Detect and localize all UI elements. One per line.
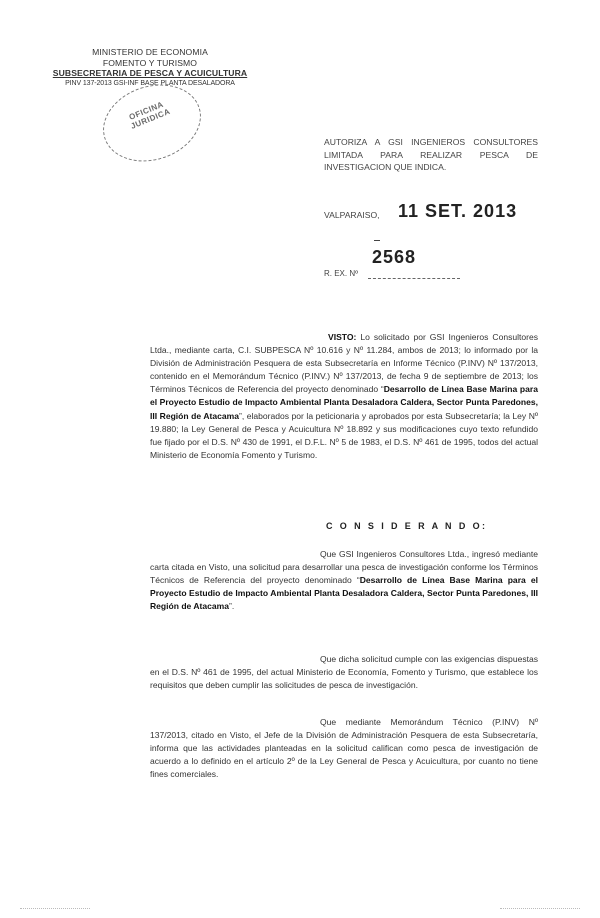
subsecretariat-name: SUBSECRETARIA DE PESCA Y ACUICULTURA xyxy=(52,68,248,78)
footer-mark-right xyxy=(500,908,580,909)
visto-paragraph xyxy=(150,331,538,462)
ministry-subname: FOMENTO Y TURISMO xyxy=(102,57,198,68)
considerando-paragraph-1 xyxy=(150,548,538,613)
file-reference: PINV 137-2013 GSI-INF BASE PLANTA DESALADORA xyxy=(65,79,235,87)
issuer-header xyxy=(40,47,260,89)
date-value: 11 SET. 2013 xyxy=(398,201,518,221)
resolution-number: 2568 xyxy=(372,247,417,267)
considerando-paragraph-2: Que dicha solicitud cumple con las exigencias dispuestas en el D.S. Nº 461 de 1995, del actual Ministerio de Economía, Fomento y Turismo, que establece los requisitos que deben cumplir las solicitudes de pesca de investigación. xyxy=(150,654,538,691)
visto-project-name: Desarrollo de Línea Base Marina para el Proyecto Estudio de Impacto Ambiental Planta Desaladora Caldera, Sector Punta Paredones, III Región de Atacama xyxy=(150,384,538,421)
considerando-1-text-1: Que GSI Ingenieros Consultores Ltda., ingresó mediante carta citada en Visto, una solicitud para desarrollar una pesca de investigación conforme los Términos Técnicos de Referencia del proyecto denominado “ xyxy=(150,549,538,586)
visto-label: VISTO: xyxy=(328,332,357,342)
considerando-1-text-2: ”. xyxy=(229,601,235,612)
resolution-summary: AUTORIZA A GSI INGENIEROS CONSULTORES LIMITADA PARA REALIZAR PESCA DE INVESTIGACION QUE INDICA. xyxy=(324,137,538,172)
ministry-name: MINISTERIO DE ECONOMIA xyxy=(92,47,208,57)
resolution-label: R. EX. Nº xyxy=(324,269,359,278)
number-tick-mark xyxy=(374,240,380,241)
office-stamp-text: OFICINA JURIDICA xyxy=(127,99,172,131)
date-label: VALPARAISO, xyxy=(324,210,380,220)
footer-mark-left xyxy=(20,908,90,909)
considerando-heading: C O N S I D E R A N D O: xyxy=(326,521,488,531)
visto-text-2: ”, elaborados por la peticionaria y aprobados por esta Subsecretaría; la Ley Nº 19.880; la Ley General de Pesca y Acuicultura Nº 18.892 y sus modificaciones cuyo texto refundido fue fijado por el D.S. Nº 430 de 1991, el D.F.L. Nº 5 de 1983, el D.S. Nº 461 de 1995, todos del actual Ministerio de Economía Fomento y Turismo. xyxy=(150,410,539,460)
resolution-number-underline xyxy=(368,278,460,279)
considerando-paragraph-3: Que mediante Memorándum Técnico (P.INV) Nº 137/2013, citado en Visto, el Jefe de la División de Administración Pesquera de esta Subsecretaría, informa que las actividades planteadas en la solicitud califican como pesca de investigación de acuerdo a lo definido en el artículo 2º de la Ley General de Pesca y Acuicultura, por cuanto no tiene fines comerciales. xyxy=(150,717,538,780)
considerando-1-project-name: Desarrollo de Línea Base Marina para el Proyecto Estudio de Impacto Ambiental Planta Desaladora Caldera, Sector Punta Paredones, III Región de Atacama xyxy=(150,575,538,612)
visto-text-1: Lo solicitado por GSI Ingenieros Consultores Ltda., mediante carta, C.I. SUBPESCA Nº 10.616 y Nº 11.284, ambos de 2013; lo informado por la División de Administración Pesquera de esta Subsecretaría en Informe Técnico (P.INV) Nº 137/2013, contenido en el Memorándum Técnico (P.INV.) Nº 137/2013, de fecha 9 de septiembre de 2013; los Términos Técnicos de Referencia del proyecto denominado “ xyxy=(150,332,538,395)
